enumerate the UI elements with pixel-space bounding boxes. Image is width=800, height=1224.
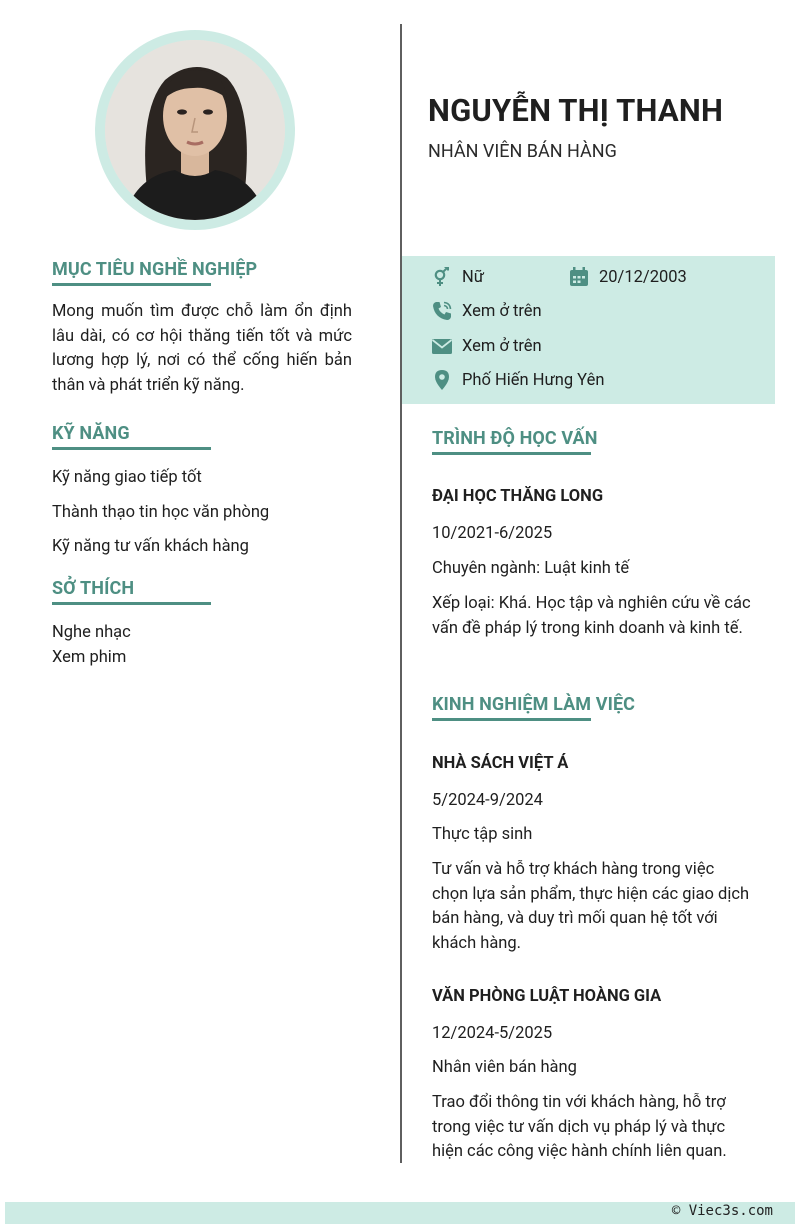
email-row bbox=[432, 336, 542, 356]
job-description: Tư vấn và hỗ trợ khách hàng trong việc chọn lựa sản phẩm, thực hiện các giao dịch bán hàng, và duy trì mối quan hệ tốt với khách hàng. bbox=[432, 860, 750, 953]
candidate-name: NGUYỄN THỊ THANH bbox=[428, 92, 724, 129]
skill-item: Kỹ năng giao tiếp tốt bbox=[52, 468, 202, 487]
skills-list bbox=[52, 461, 269, 565]
footer-bar bbox=[5, 1202, 795, 1224]
job-position: Nhân viên bán hàng bbox=[432, 1058, 577, 1077]
skills-title: KỸ NĂNG bbox=[52, 423, 130, 444]
gender-row bbox=[432, 267, 484, 287]
skill-item: Thành thạo tin học văn phòng bbox=[52, 502, 270, 522]
education-underline bbox=[432, 452, 591, 455]
job-title: NHÂN VIÊN BÁN HÀNG bbox=[428, 141, 617, 162]
hobby-item: Xem phim bbox=[52, 648, 127, 667]
objective-title: MỤC TIÊU NGHỀ NGHIỆP bbox=[52, 259, 258, 280]
contact-box bbox=[402, 256, 775, 404]
objective-text: Mong muốn tìm được chỗ làm ổn định lâu dài, có cơ hội thăng tiến tốt và mức lương hợp lý, nơi có thể cống hiến bản thân và phát triển kỹ năng. bbox=[52, 302, 352, 395]
calendar-icon bbox=[569, 267, 589, 287]
job-company: NHÀ SÁCH VIỆT Á bbox=[432, 754, 569, 773]
phone-icon bbox=[432, 301, 452, 321]
phone-value: Xem ở trên bbox=[462, 301, 542, 321]
column-divider bbox=[400, 24, 402, 1163]
education-period: 10/2021-6/2025 bbox=[432, 524, 553, 543]
hobby-item: Nghe nhạc bbox=[52, 623, 131, 642]
birthday-row bbox=[569, 267, 687, 287]
objective-underline bbox=[52, 283, 211, 286]
avatar bbox=[105, 40, 285, 220]
location-icon bbox=[432, 370, 452, 390]
experience-underline bbox=[432, 718, 591, 721]
skill-item: Kỹ năng tư vấn khách hàng bbox=[52, 537, 249, 556]
address-value: Phố Hiến Hưng Yên bbox=[462, 370, 605, 390]
hobbies-title: SỞ THÍCH bbox=[52, 578, 135, 599]
email-value: Xem ở trên bbox=[462, 336, 542, 356]
education-description: Xếp loại: Khá. Học tập và nghiên cứu về các vấn đề pháp lý trong kinh doanh và kinh tế. bbox=[432, 594, 751, 638]
experience-title: KINH NGHIỆM LÀM VIỆC bbox=[432, 694, 636, 715]
job-period: 5/2024-9/2024 bbox=[432, 791, 543, 810]
job-company: VĂN PHÒNG LUẬT HOÀNG GIA bbox=[432, 987, 662, 1006]
address-row bbox=[432, 370, 604, 390]
gender-icon bbox=[432, 267, 452, 287]
avatar-ring bbox=[95, 30, 295, 230]
email-icon bbox=[432, 336, 452, 356]
school-name: ĐẠI HỌC THĂNG LONG bbox=[432, 487, 604, 506]
job-period: 12/2024-5/2025 bbox=[432, 1024, 553, 1043]
education-title: TRÌNH ĐỘ HỌC VẤN bbox=[432, 428, 598, 449]
hobbies-list bbox=[52, 620, 131, 670]
job-position: Thực tập sinh bbox=[432, 825, 533, 844]
phone-row bbox=[432, 301, 542, 321]
hobbies-underline bbox=[52, 602, 211, 605]
skills-underline bbox=[52, 447, 211, 450]
gender-value: Nữ bbox=[462, 267, 484, 287]
job-description: Trao đổi thông tin với khách hàng, hỗ trợ trong việc tư vấn dịch vụ pháp lý và thực hiện các công việc hành chính liên quan. bbox=[432, 1093, 727, 1161]
footer-credit[interactable]: © Viec3s.com bbox=[671, 1203, 773, 1219]
birthday-value: 20/12/2003 bbox=[599, 267, 687, 287]
education-major: Chuyên ngành: Luật kinh tế bbox=[432, 559, 630, 578]
